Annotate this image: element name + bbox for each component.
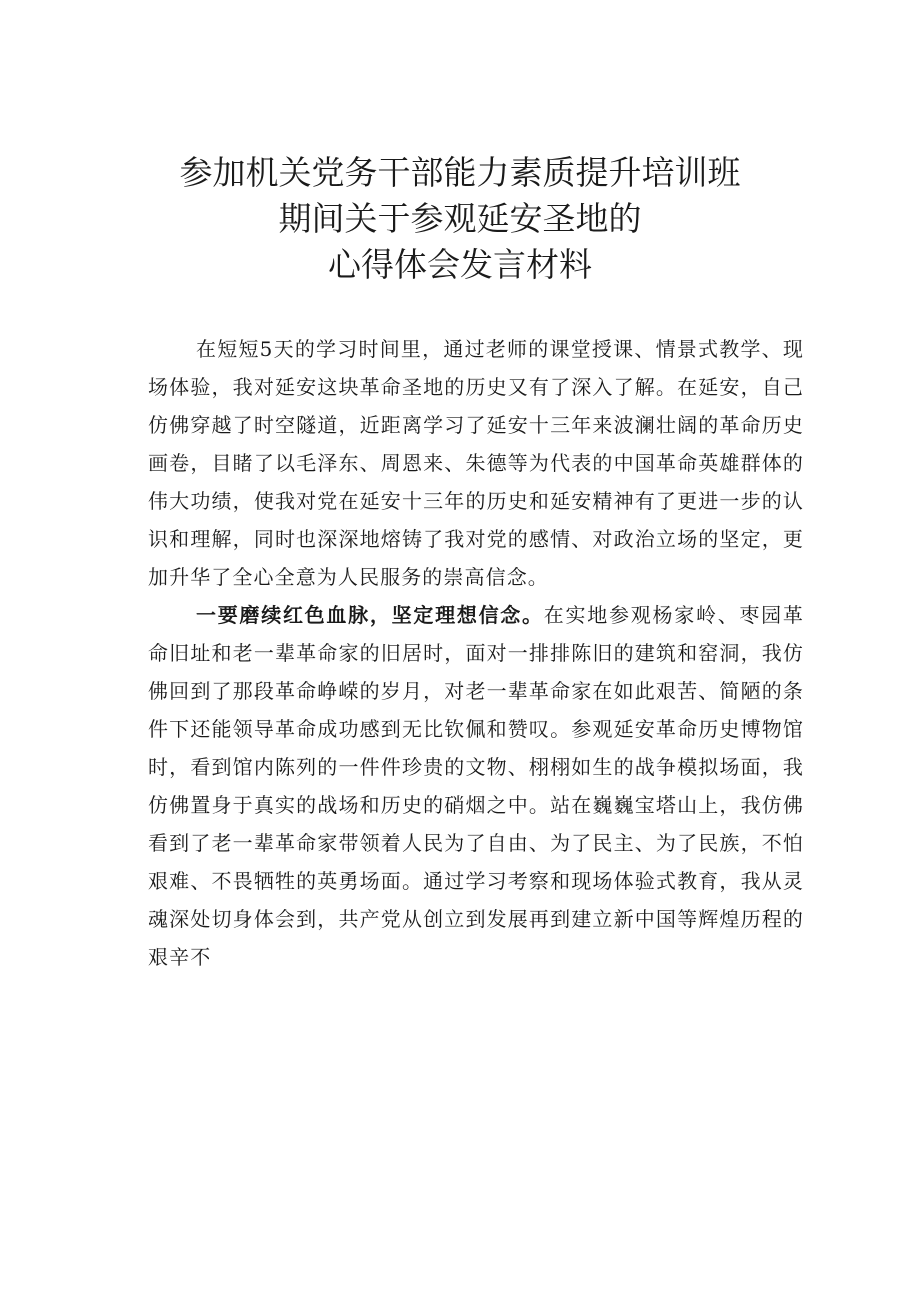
title-line-2: 期间关于参观延安圣地的 (278, 199, 642, 238)
document-body (148, 330, 804, 976)
paragraph-lead-heading: 一要磨续红色血脉，坚定理想信念。 (196, 603, 544, 627)
title-line-1: 参加机关党务干部能力素质提升培训班 (179, 153, 741, 192)
paragraph-intro (148, 330, 804, 596)
document-title (120, 150, 800, 288)
paragraph-text: 在实地参观杨家岭、枣园革命旧址和老一辈革命家的旧居时，面对一排排陈旧的建筑和窑洞，我仿佛回到了那段革命峥嵘的岁月，对老一辈革命家在如此艰苦、简陋的条件下还能领导革命成功感到无比钦佩和赞叹。参观延安革命历史博物馆时，看到馆内陈列的一件件珍贵的文物、栩栩如生的战争模拟场面，我仿佛置身于真实的战场和历史的硝烟之中。站在巍巍宝塔山上，我仿佛看到了老一辈革命家带领着人民为了自由、为了民主、为了民族，不怕艰难、不畏牺牲的英勇场面。通过学习考察和现场体验式教育，我从灵魂深处切身体会到，共产党从创立到发展再到建立新中国等辉煌历程的艰辛不 (148, 603, 804, 969)
title-line-3: 心得体会发言材料 (328, 245, 592, 284)
paragraph-point-one (148, 596, 804, 976)
paragraph-text: 在短短5天的学习时间里，通过老师的课堂授课、情景式教学、现场体验，我对延安这块革命圣地的历史又有了深入了解。在延安，自己仿佛穿越了时空隧道，近距离学习了延安十三年来波澜壮阔的革命历史画卷，目睹了以毛泽东、周恩来、朱德等为代表的中国革命英雄群体的伟大功绩，使我对党在延安十三年的历史和延安精神有了更进一步的认识和理解，同时也深深地熔铸了我对党的感情、对政治立场的坚定，更加升华了全心全意为人民服务的崇高信念。 (148, 337, 804, 589)
